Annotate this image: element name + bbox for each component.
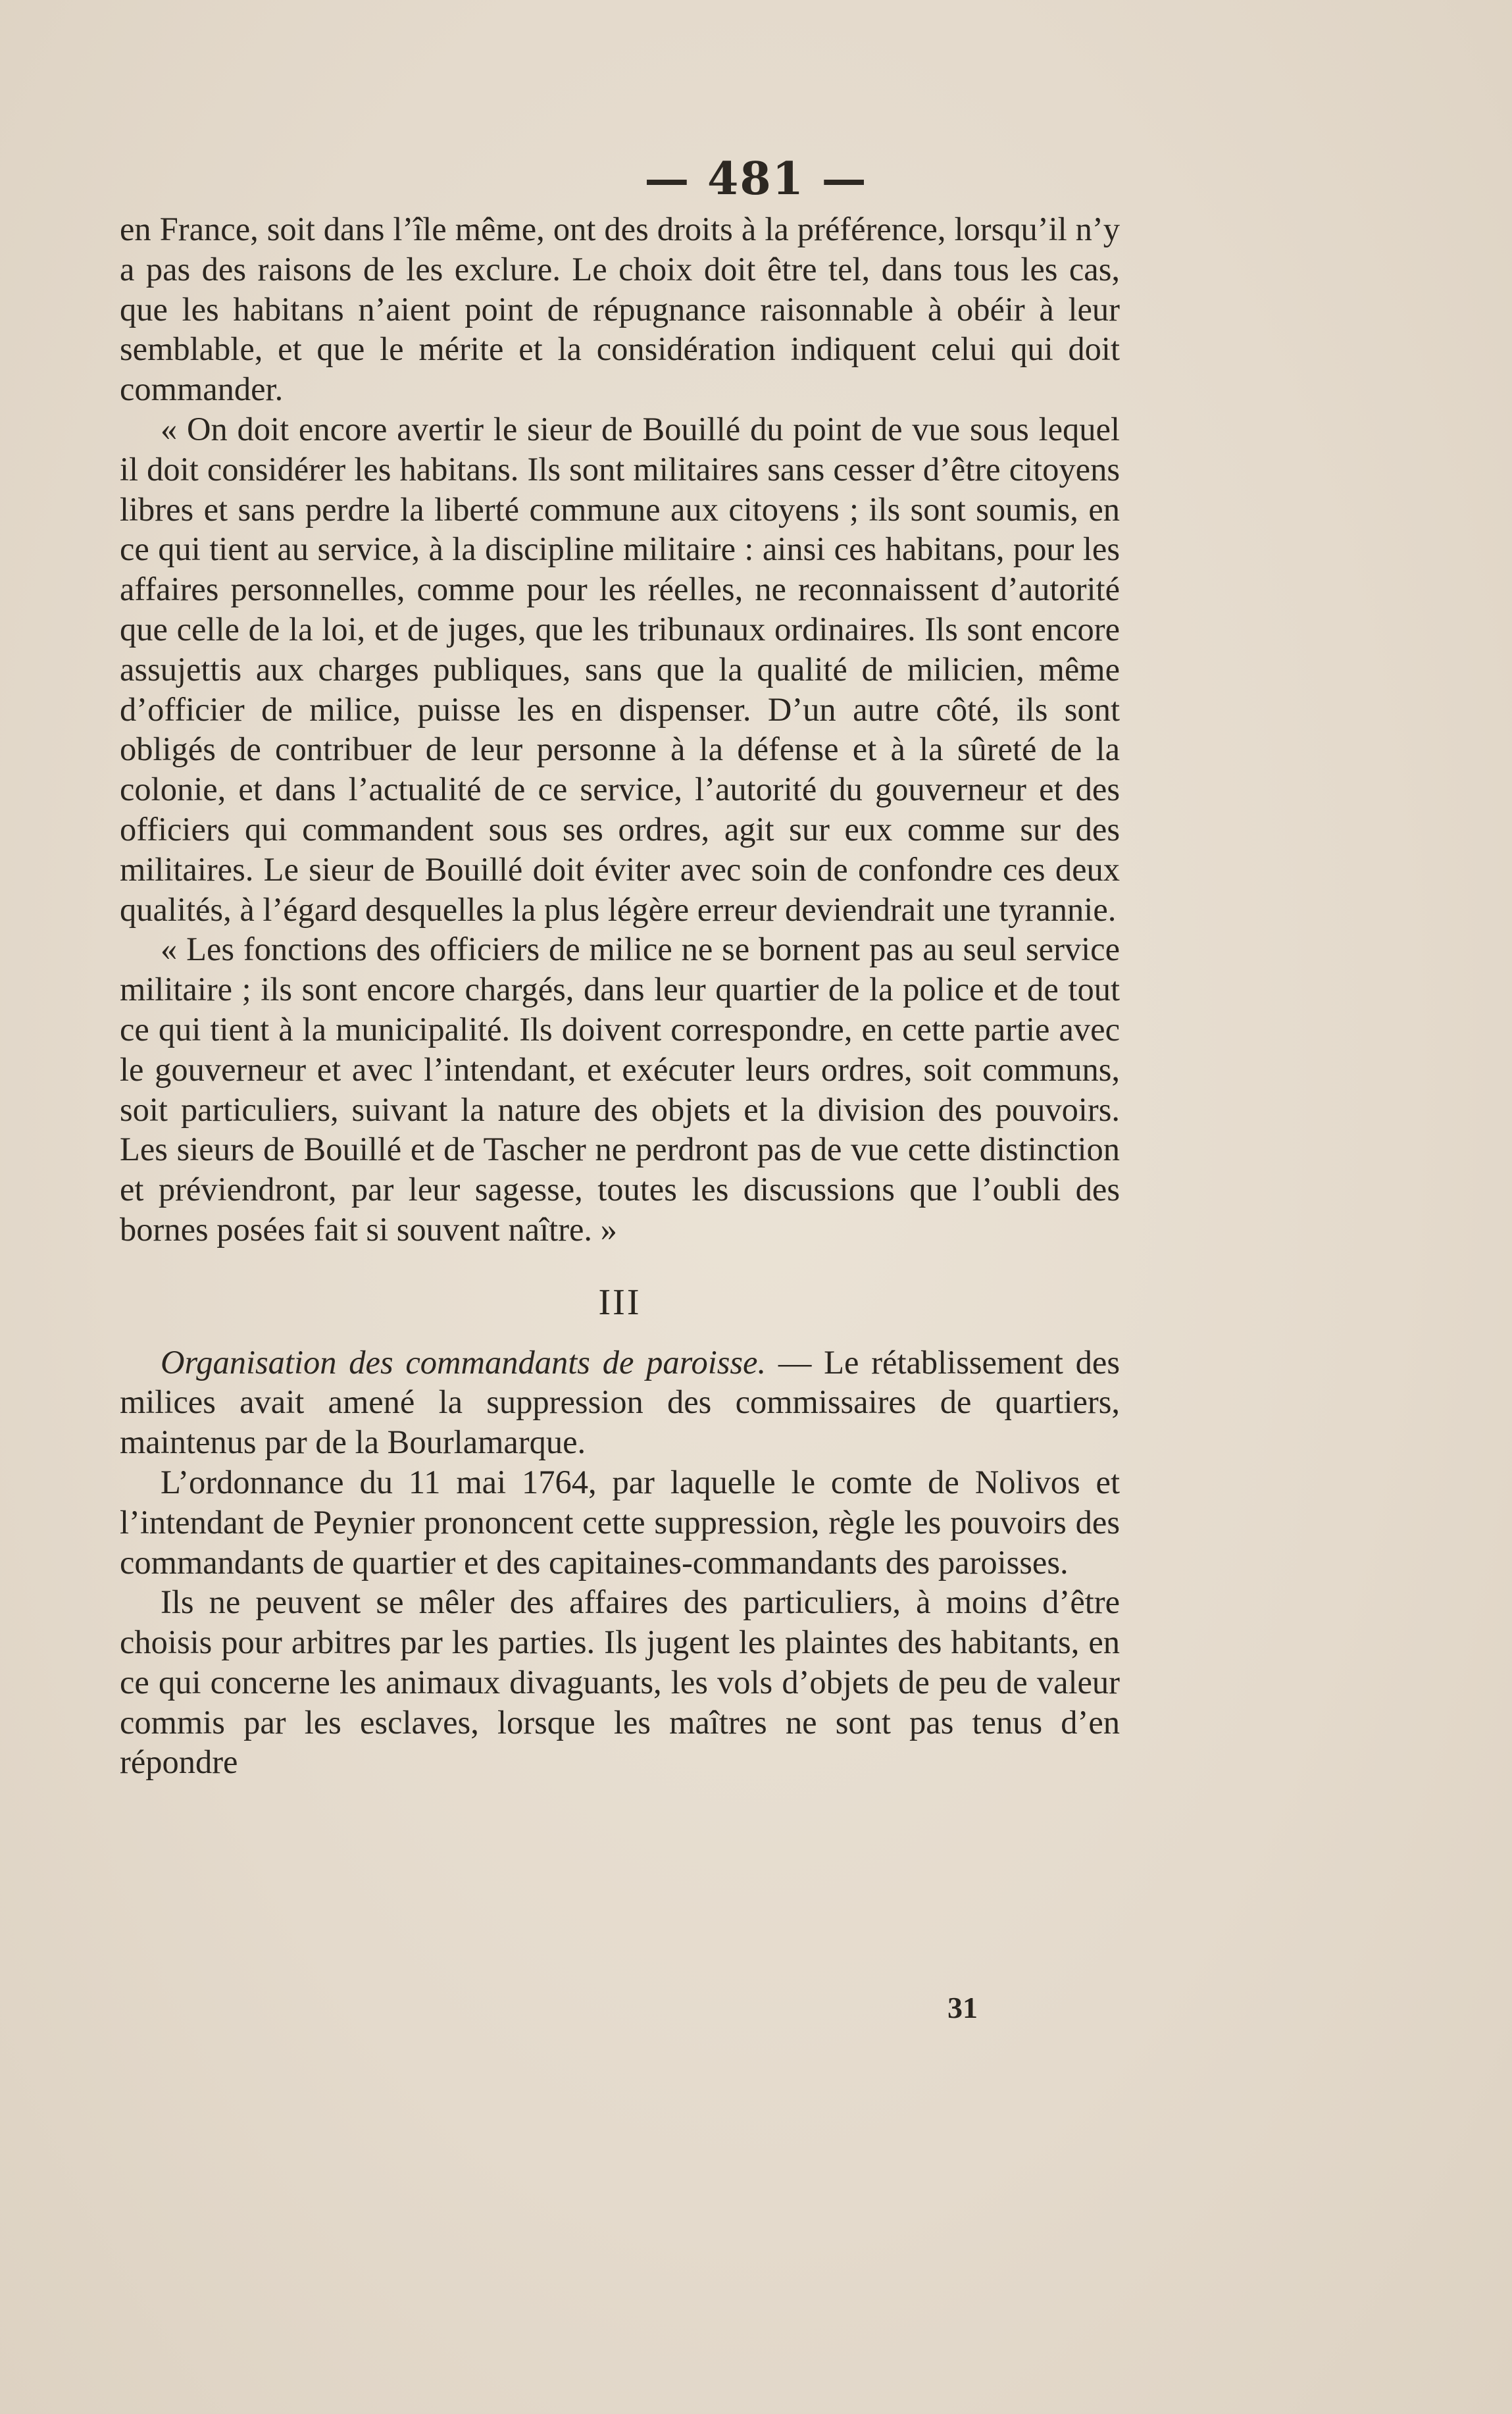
signature-mark: 31 [947, 1991, 978, 2024]
section-heading: III [598, 1281, 642, 1323]
section-paragraph-1 [120, 1343, 1120, 1462]
section-runin-title: Organisation des commandants de paroisse. [161, 1343, 767, 1381]
section-paragraph-3: Ils ne peuvent se mêler des affaires des particuliers, à moins d’être choisis pour arbitres par les parties. Ils jugent les plaintes des habitants, en ce qui concerne les animaux divaguants, les vols d’objets de peu de valeur commis par les esclaves, lorsque les maîtres ne sont pas tenus d’en répondre [120, 1583, 1120, 1781]
page-body [120, 209, 1120, 1782]
section-paragraph-1-text: — Le rétablissement des milices avait amené la suppression des commissaires de quartiers, maintenus par de la Bourlamarque. [120, 1343, 1120, 1461]
paragraph-1: en France, soit dans l’île même, ont des droits à la préférence, lorsqu’il n’y a pas des raisons de les exclure. Le choix doit être tel, dans tous les cas, que les habitans n’aient point de répugnance raisonnable à obéir à leur semblable, et que le mérite et la considération indiquent celui qui doit commander. [120, 211, 1120, 408]
section-paragraph-2: L’ordonnance du 11 mai 1764, par laquelle le comte de Nolivos et l’intendant de Peynier prononcent cette suppression, règle les pouvoirs des commandants de quartier et des capitaines-commandants des paroisses. [120, 1463, 1120, 1581]
paragraph-3: « Les fonctions des officiers de milice ne se bornent pas au seul service militaire ; ils sont encore chargés, dans leur quartier de la police et de tout ce qui tient à la municipalité. Ils doivent correspondre, en cette partie avec le gouverneur et avec l’intendant, et exécuter leurs ordres, soit communs, soit particuliers, suivant la nature des objets et la division des pouvoirs. Les sieurs de Bouillé et de Tascher ne perdront pas de vue cette distinction et préviendront, par leur sagesse, toutes les discussions que l’oubli des bornes posées fait si souvent naître. » [120, 931, 1120, 1248]
paragraph-2: « On doit encore avertir le sieur de Bouillé du point de vue sous lequel il doit considérer les habitans. Ils sont militaires sans cesser d’être citoyens libres et sans perdre la liberté commune aux citoyens ; ils sont soumis, en ce qui tient au service, à la discipline militaire : ainsi ces habitans, pour les affaires personnelles, comme pour les réelles, ne reconnaissent d’autorité que celle de la loi, et de juges, que les tribunaux ordinaires. Ils sont encore assujettis aux charges publiques, sans que la qualité de milicien, même d’officier de milice, puisse les en dispenser. D’un autre côté, ils sont obligés de contribuer de leur personne à la défense et à la sûreté de la colonie, et dans l’actualité de ce service, l’autorité du gouverneur et des officiers qui commandent sous ses ordres, agit sur eux comme sur des militaires. Le sieur de Bouillé doit éviter avec soin de confondre ces deux qualités, à l’égard desquelles la plus légère erreur deviendrait une tyrannie. [120, 410, 1120, 928]
page-number: — 481 — [644, 153, 868, 205]
